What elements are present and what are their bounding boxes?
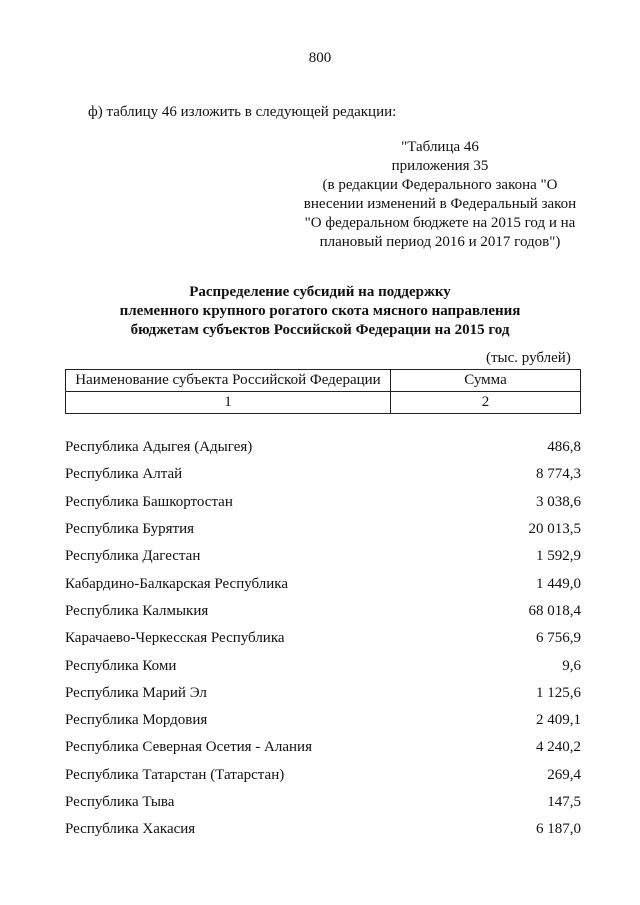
- table-reference-note: [290, 138, 590, 252]
- subsidy-amount: 68 018,4: [528, 602, 581, 619]
- region-name: Республика Алтай: [65, 466, 183, 483]
- region-name: Республика Хакасия: [65, 821, 196, 838]
- title-line: Распределение субсидий на поддержку: [189, 284, 451, 300]
- subsidy-amount: 3 038,6: [536, 493, 581, 510]
- region-name: Карачаево-Черкесская Республика: [65, 630, 285, 647]
- region-name: Республика Северная Осетия - Алания: [65, 739, 312, 756]
- table-header: [65, 369, 581, 414]
- table-row: [65, 734, 581, 761]
- note-line: плановый период 2016 и 2017 годов"): [319, 234, 561, 250]
- region-name: Республика Башкортостан: [65, 493, 233, 510]
- column-number-2: 2: [391, 392, 581, 414]
- note-line: (в редакции Федерального закона "О: [322, 177, 558, 193]
- table-row: [65, 707, 581, 734]
- region-name: Республика Татарстан (Татарстан): [65, 766, 285, 783]
- title-line: племенного крупного рогатого скота мясного направления: [119, 303, 521, 319]
- subsidy-amount: 1 125,6: [536, 684, 581, 701]
- unit-label: (тыс. рублей): [486, 350, 571, 366]
- subsidy-amount: 6 756,9: [536, 630, 581, 647]
- document-title: [0, 283, 640, 340]
- title-line: бюджетам субъектов Российской Федерации на 2015 год: [130, 322, 510, 338]
- region-name: Республика Тыва: [65, 794, 175, 810]
- subsidy-amount: 9,6: [562, 657, 581, 674]
- region-name: Республика Марий Эл: [65, 684, 207, 701]
- note-line: внесении изменений в Федеральный закон: [303, 196, 577, 212]
- note-line: приложения 35: [391, 158, 489, 174]
- header-region: Наименование субъекта Российской Федерации: [66, 370, 391, 392]
- table-row: [65, 489, 581, 516]
- subsidy-amount: 4 240,2: [536, 739, 581, 756]
- header-amount: Сумма: [391, 370, 581, 392]
- table-row: [65, 789, 581, 816]
- table-row: [65, 816, 581, 843]
- page-number: 800: [308, 50, 332, 66]
- region-name: Кабардино-Балкарская Республика: [65, 575, 289, 592]
- table-row: [65, 543, 581, 570]
- table-body: [65, 434, 581, 843]
- table-row: [65, 570, 581, 597]
- region-name: Республика Калмыкия: [65, 602, 209, 619]
- table-row: [65, 598, 581, 625]
- region-name: Республика Адыгея (Адыгея): [65, 439, 253, 456]
- subsidy-amount: 8 774,3: [536, 466, 581, 483]
- table-row: [65, 461, 581, 488]
- instruction-text: ф) таблицу 46 изложить в следующей редакции:: [88, 104, 397, 120]
- column-number-row: [66, 392, 581, 414]
- table-row: [65, 625, 581, 652]
- table-row: [65, 762, 581, 789]
- subsidy-amount: 1 449,0: [536, 575, 581, 592]
- table-row: [65, 680, 581, 707]
- subsidy-amount: 6 187,0: [536, 821, 581, 838]
- subsidy-amount: 20 013,5: [528, 521, 581, 538]
- table-row: [65, 516, 581, 543]
- subsidy-amount: 1 592,9: [536, 548, 581, 565]
- region-name: Республика Бурятия: [65, 521, 195, 538]
- region-name: Республика Дагестан: [65, 548, 201, 565]
- header-row: [66, 370, 581, 392]
- region-name: Республика Мордовия: [65, 712, 208, 729]
- column-number-1: 1: [66, 392, 391, 414]
- table-row: [65, 652, 581, 679]
- table-row: [65, 434, 581, 461]
- region-name: Республика Коми: [65, 657, 177, 674]
- note-line: "О федеральном бюджете на 2015 год и на: [304, 215, 576, 231]
- subsidy-amount: 147,5: [547, 794, 581, 810]
- subsidy-amount: 2 409,1: [536, 712, 581, 729]
- subsidy-amount: 269,4: [547, 766, 581, 783]
- note-line: "Таблица 46: [401, 139, 479, 155]
- subsidy-amount: 486,8: [547, 439, 581, 456]
